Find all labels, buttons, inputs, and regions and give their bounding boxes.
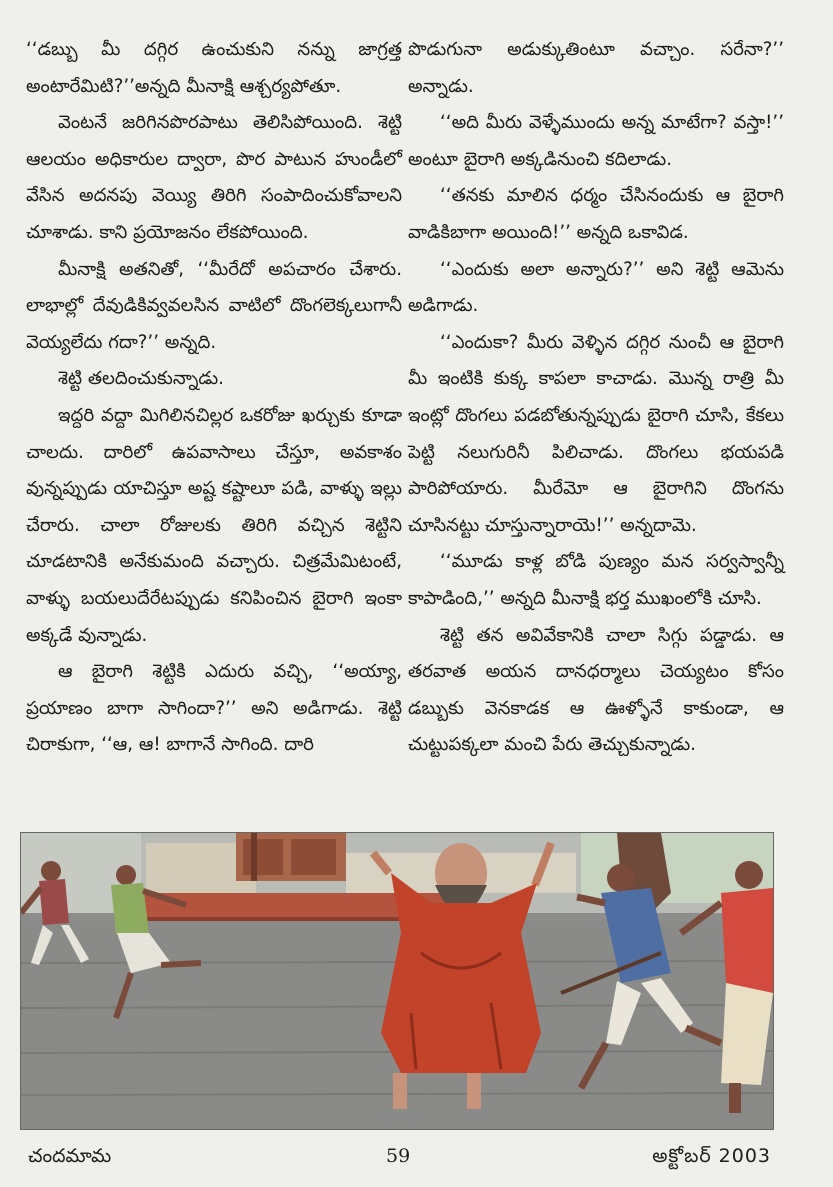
paragraph: ఆ బైరాగి శెట్టికి ఎదురు వచ్చి, ‘‘అయ్యా, ప్రయాణం బాగా సాగిందా?’’ అని అడిగాడు. శెట్టి చిరాకుగా, ‘‘ఆ, ఆ! బాగానే సాగింది. దారి [26,661,402,756]
paragraph: ‘‘అది మీరు వెళ్ళేముందు అన్న మాటేగా? వస్తా!’’ అంటూ బైరాగి అక్కడినుంచి కదిలాడు. [408,112,784,170]
text-column-left [26,32,402,764]
magazine-name: చందమామ [28,1145,112,1167]
paragraph: పొడుగునా అడుక్కుతింటూ వచ్చాం. సరేనా?’’ అన్నాడు. [408,39,784,97]
page-footer [0,1145,833,1175]
paragraph: ‘‘డబ్బు మీ దగ్గిర ఉంచుకుని నన్ను జాగ్రత్త అంటారేమిటి?’’అన్నది మీనాక్షి ఆశ్చర్యపోతూ. [26,39,402,97]
paragraph: ‘‘మూడు కాళ్ల బోడి పుణ్యం మన సర్వస్వాన్నీ కాపాడింది,’’ అన్నది మీనాక్షి భర్త ముఖంలోకి చూసి. [408,551,784,609]
paragraph: శెట్టి తన అవివేకానికి చాలా సిగ్గు పడ్డాడు. ఆ తరవాత అయన దానధర్మాలు చెయ్యటం కోసం డబ్బుకు వెనకాడక ఆ ఊళ్ళోనే కాకుండా, ఆ చుట్టుపక్కలా మంచి పేరు తెచ్చుకున్నాడు. [408,624,784,756]
paragraph: ‘‘ఎందుకా? మీరు వెళ్ళిన దగ్గిర నుంచీ ఆ బైరాగి మీ ఇంటికి కుక్క కాపలా కాచాడు. మొన్న రాత్రి మీ ఇంట్లో దొంగలు పడబోతున్నప్పుడు బైరాగి చూసి, కేకలు పెట్టి నలుగురినీ పిలిచాడు. దొంగలు భయపడి పారిపోయారు. మీరేమో ఆ బైరాగిని దొంగను చూసినట్టు చూస్తున్నారాయె!’’ అన్నదామె. [408,331,784,536]
paragraph: ‘‘తనకు మాలిన ధర్మం చేసినందుకు ఆ బైరాగి వాడికిబాగా అయింది!’’ అన్నది ఒకావిడ. [408,185,784,243]
paragraph: మీనాక్షి అతనితో, ‘‘మీరేదో అపచారం చేశారు. లాభాల్లో దేవుడికివ్వవలసిన వాటిలో దొంగలెక్కలుగానీ వెయ్యలేదు గదా?’’ అన్నది. [26,258,402,353]
issue-date: అక్టోబర్ 2003 [652,1145,771,1167]
text-column-right [408,32,784,764]
paragraph: వెంటనే జరిగినపొరపాటు తెలిసిపోయింది. శెట్టి ఆలయం అధికారుల ద్వారా, పొర పాటున హుండీలో వేసిన అదనపు వెయ్యి తిరిగి సంపాదించుకోవాలని చూశాడు. కాని ప్రయోజనం లేకపోయింది. [26,112,402,243]
paragraph: ఇద్దరి వద్దా మిగిలినచిల్లర ఒకరోజు ఖర్చుకు కూడా చాలదు. దారిలో ఉపవాసాలు చేస్తూ, అవకాశం వున్నప్పుడు యాచిస్తూ అష్ట కష్టాలూ పడి, వాళ్ళు ఇల్లు చేరారు. చాలా రోజులకు తిరిగి వచ్చిన శెట్టిని చూడటానికి అనేకుమంది వచ్చారు. చిత్రమేమిటంటే, వాళ్ళు బయలుదేరేటప్పుడు కనిపించిన బైరాగి ఇంకా అక్కడే వున్నాడు. [26,404,402,646]
paragraph: ‘‘ఎందుకు అలా అన్నారు?’’ అని శెట్టి ఆమెను అడిగాడు. [408,258,784,317]
paragraph: శెట్టి తలదించుకున్నాడు. [58,368,224,390]
page-number: 59 [386,1145,411,1167]
story-illustration [20,832,774,1130]
